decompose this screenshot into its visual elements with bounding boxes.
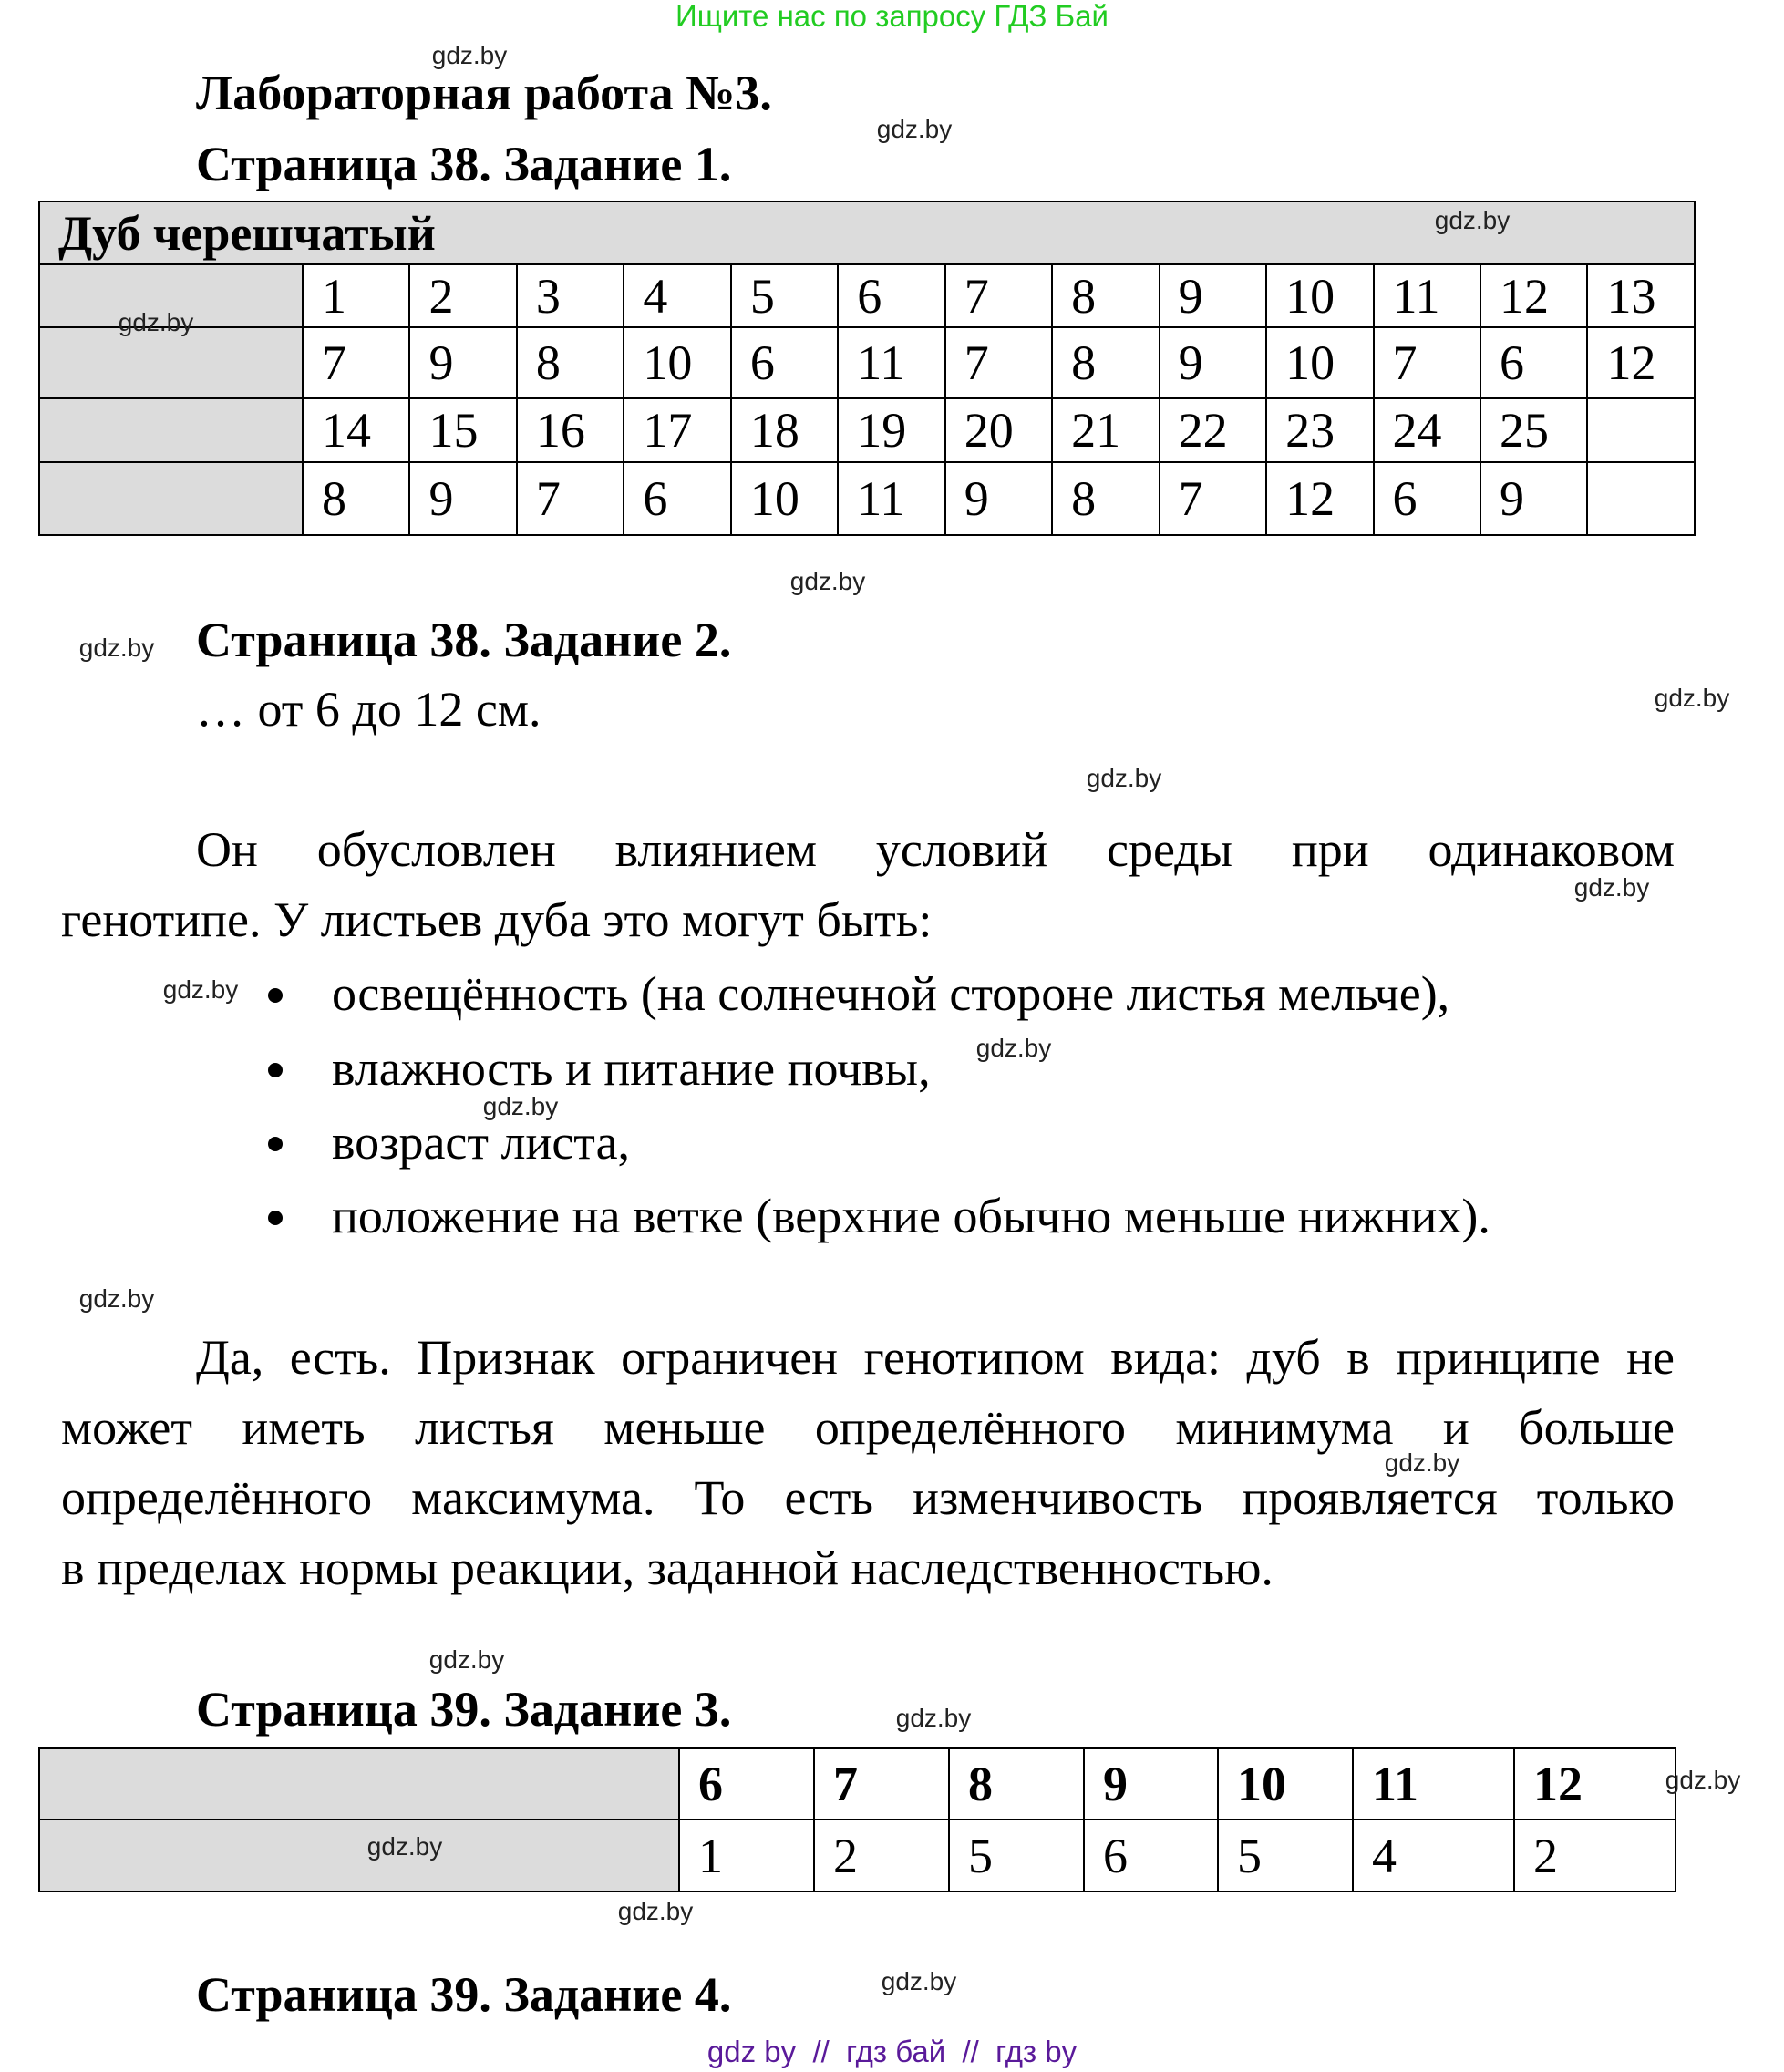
table-label-cell [39, 1748, 679, 1819]
table-cell: 14 [303, 398, 409, 462]
watermark: gdz.by [431, 41, 508, 69]
paragraph-line: в пределах нормы реакции, заданной наследственностью. [61, 1541, 1274, 1595]
table-cell: 11 [838, 327, 944, 398]
watermark: gdz.by [1384, 1448, 1460, 1477]
paragraph-line: Он обусловлен влиянием условий среды при одинаковом [196, 822, 1675, 877]
table-row [39, 1748, 1676, 1819]
frequency-table [38, 1747, 1676, 1892]
table-row [39, 264, 1695, 327]
bullet-icon [268, 1211, 283, 1225]
table-cell: 6 [1084, 1819, 1218, 1892]
table-cell: 20 [945, 398, 1052, 462]
table-cell: 8 [1052, 264, 1159, 327]
table-cell: 7 [1374, 327, 1480, 398]
task2-heading: Страница 38. Задание 2. [196, 613, 732, 667]
table-cell [1587, 398, 1695, 462]
table-cell: 10 [1218, 1748, 1353, 1819]
watermark: gdz.by [428, 1645, 505, 1674]
watermark: gdz.by [118, 308, 194, 336]
watermark: gdz.by [617, 1897, 694, 1925]
table-cell: 3 [517, 264, 624, 327]
table-cell: 11 [1353, 1748, 1514, 1819]
table-label-cell [39, 398, 303, 462]
table-cell: 9 [1480, 462, 1587, 535]
watermark: gdz.by [366, 1832, 443, 1861]
bullet-icon [268, 1137, 283, 1151]
table-cell: 7 [814, 1748, 949, 1819]
table-cell: 8 [303, 462, 409, 535]
table-cell: 21 [1052, 398, 1159, 462]
table-cell: 10 [1266, 327, 1373, 398]
task2-answer: … от 6 до 12 см. [196, 682, 541, 737]
table-title: Дуб черешчатый [39, 201, 1695, 264]
watermark: gdz.by [1573, 873, 1650, 902]
oak-leaf-table [38, 201, 1696, 536]
table-cell: 12 [1514, 1748, 1676, 1819]
watermark: gdz.by [881, 1967, 957, 1995]
table-cell: 8 [1052, 327, 1159, 398]
watermark: gdz.by [162, 975, 239, 1004]
table-cell: 7 [945, 264, 1052, 327]
top-banner[interactable]: Ищите нас по запросу ГДЗ Бай [675, 0, 1109, 33]
table-cell: 5 [731, 264, 838, 327]
table-cell: 10 [1266, 264, 1373, 327]
table-cell: 23 [1266, 398, 1373, 462]
table-cell: 10 [731, 462, 838, 535]
table-cell: 6 [731, 327, 838, 398]
table-cell: 11 [1374, 264, 1480, 327]
watermark: gdz.by [1665, 1766, 1741, 1794]
table-cell: 12 [1587, 327, 1695, 398]
table-row [39, 398, 1695, 462]
table-cell: 15 [409, 398, 516, 462]
table-label-cell [39, 462, 303, 535]
table-cell: 12 [1480, 264, 1587, 327]
table-label-cell [39, 327, 303, 398]
table-cell: 6 [838, 264, 944, 327]
task3-heading: Страница 39. Задание 3. [196, 1682, 732, 1737]
table-cell: 9 [1084, 1748, 1218, 1819]
watermark: gdz.by [975, 1034, 1052, 1062]
table-cell: 6 [1480, 327, 1587, 398]
table-cell: 25 [1480, 398, 1587, 462]
table-row [39, 462, 1695, 535]
table-cell: 8 [517, 327, 624, 398]
watermark: gdz.by [78, 634, 155, 662]
table-cell: 7 [517, 462, 624, 535]
watermark: gdz.by [1654, 684, 1730, 712]
table-cell: 7 [303, 327, 409, 398]
table-cell: 12 [1266, 462, 1373, 535]
table-row [39, 1819, 1676, 1892]
table-cell: 19 [838, 398, 944, 462]
table-cell: 11 [838, 462, 944, 535]
table-cell: 5 [1218, 1819, 1353, 1892]
table-cell: 17 [624, 398, 730, 462]
paragraph-line: Да, есть. Признак ограничен генотипом вида: дуб в принципе не [196, 1330, 1675, 1385]
watermark: gdz.by [895, 1704, 972, 1732]
table-cell [1587, 462, 1695, 535]
table-cell: 1 [303, 264, 409, 327]
bullet-item: положение на ветке (верхние обычно меньше нижних). [332, 1189, 1490, 1243]
table-cell: 9 [1160, 327, 1266, 398]
table-cell: 2 [814, 1819, 949, 1892]
table-cell: 6 [679, 1748, 814, 1819]
table-cell: 5 [949, 1819, 1084, 1892]
footer-links[interactable]: gdz by // гдз бай // гдз by [706, 2035, 1078, 2068]
table-cell: 1 [679, 1819, 814, 1892]
table-cell: 16 [517, 398, 624, 462]
table-cell: 9 [1160, 264, 1266, 327]
table-cell: 10 [624, 327, 730, 398]
bullet-item: возраст листа, [332, 1115, 631, 1170]
bullet-item: влажность и питание почвы, [332, 1041, 931, 1096]
watermark: gdz.by [1434, 206, 1511, 234]
table-cell: 6 [624, 462, 730, 535]
table-cell: 2 [409, 264, 516, 327]
bullet-icon [268, 1063, 283, 1077]
bullet-item: освещённость (на солнечной стороне листья мельче), [332, 966, 1450, 1021]
table-cell: 6 [1374, 462, 1480, 535]
table-cell: 24 [1374, 398, 1480, 462]
paragraph-line: определённого максимума. То есть изменчивость проявляется только [61, 1470, 1675, 1525]
table-cell: 4 [624, 264, 730, 327]
table-cell: 22 [1160, 398, 1266, 462]
task4-heading: Страница 39. Задание 4. [196, 1967, 732, 2022]
table-cell: 7 [945, 327, 1052, 398]
paragraph-line: может иметь листья меньше определённого минимума и больше [61, 1400, 1675, 1455]
table-cell: 4 [1353, 1819, 1514, 1892]
table-label-cell [39, 1819, 679, 1892]
table-cell: 13 [1587, 264, 1695, 327]
table-cell: 9 [409, 327, 516, 398]
bullet-icon [268, 988, 283, 1003]
watermark: gdz.by [789, 567, 866, 595]
table-cell: 18 [731, 398, 838, 462]
task1-heading: Страница 38. Задание 1. [196, 137, 732, 191]
table-cell: 2 [1514, 1819, 1676, 1892]
page-title: Лабораторная работа №3. [196, 66, 772, 120]
watermark: gdz.by [482, 1092, 559, 1120]
paragraph-line: генотипе. У листьев дуба это могут быть: [61, 892, 933, 947]
table-cell: 7 [1160, 462, 1266, 535]
watermark: gdz.by [1086, 764, 1162, 792]
table-cell: 8 [1052, 462, 1159, 535]
table-cell: 9 [409, 462, 516, 535]
table-cell: 8 [949, 1748, 1084, 1819]
watermark: gdz.by [876, 115, 953, 143]
watermark: gdz.by [78, 1284, 155, 1313]
table-row [39, 327, 1695, 398]
table-cell: 9 [945, 462, 1052, 535]
